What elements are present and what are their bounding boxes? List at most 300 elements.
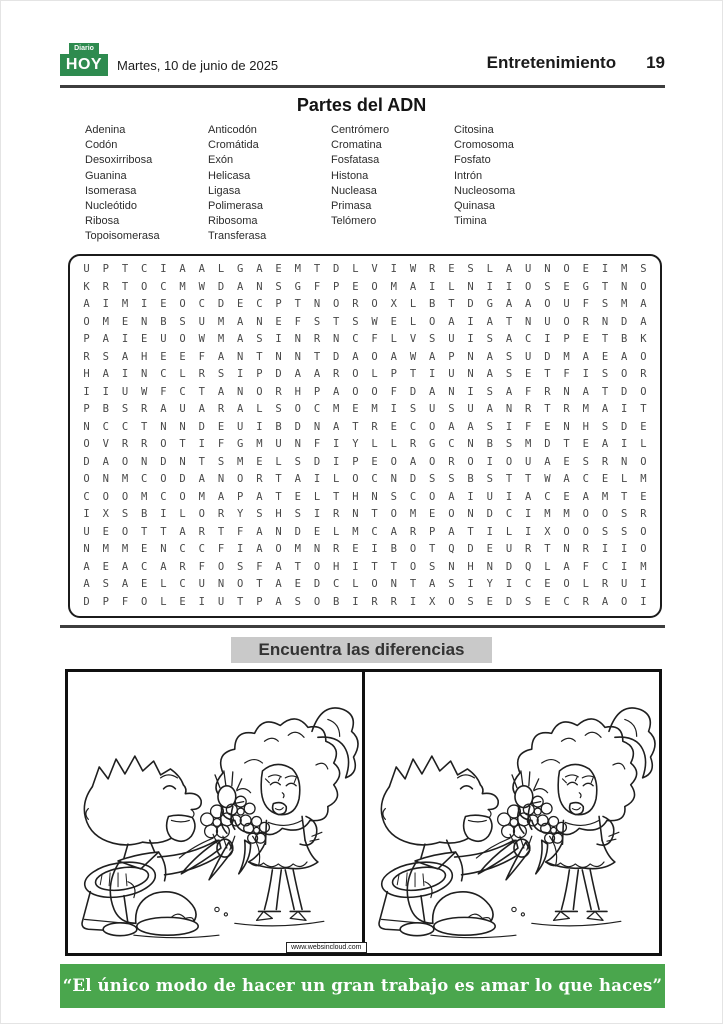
grid-cell: I [352, 595, 359, 608]
grid-cell: T [371, 508, 378, 521]
grid-cell: T [333, 490, 340, 503]
grid-cell: M [217, 315, 225, 328]
grid-cell: M [102, 543, 109, 556]
grid-cell: W [409, 350, 417, 363]
grid-cell: I [313, 508, 321, 521]
grid-cell: E [563, 490, 570, 503]
grid-cell: O [313, 595, 321, 608]
grid-cell: O [640, 543, 647, 556]
grid-cell: O [141, 595, 148, 608]
grid-cell: R [601, 578, 609, 591]
grid-cell: I [505, 490, 513, 503]
grid-cell: N [621, 455, 628, 468]
grid-cell: E [429, 508, 436, 521]
grid-cell: A [237, 403, 244, 416]
grid-cell: A [102, 333, 109, 346]
grid-cell: S [102, 578, 109, 591]
grid-cell: T [313, 263, 321, 276]
grid-cell: T [563, 438, 570, 451]
grid-cell: F [121, 595, 129, 608]
grid-cell: L [390, 438, 397, 451]
grid-cell: C [371, 473, 378, 486]
word-item: Guanina [85, 169, 127, 182]
grid-cell: K [83, 280, 90, 293]
grid-cell: T [179, 438, 186, 451]
grid-cell: M [294, 543, 301, 556]
grid-cell: I [390, 263, 397, 276]
grid-cell: O [237, 578, 244, 591]
grid-cell: S [102, 350, 109, 363]
grid-cell: E [390, 420, 397, 433]
grid-cell: F [160, 385, 167, 398]
grid-cell: P [313, 385, 321, 398]
grid-cell: C [525, 578, 532, 591]
grid-cell: O [448, 595, 455, 608]
grid-cell: M [544, 508, 551, 521]
grid-cell: P [448, 350, 455, 363]
grid-cell: E [294, 490, 301, 503]
grid-cell: T [544, 368, 551, 381]
grid-cell: I [467, 578, 474, 591]
grid-cell: I [83, 385, 90, 398]
grid-cell: N [179, 455, 186, 468]
grid-cell: S [275, 280, 282, 293]
grid-cell: S [390, 490, 397, 503]
grid-cell: S [409, 403, 417, 416]
grid-cell: C [121, 420, 129, 433]
grid-cell: T [237, 595, 244, 608]
grid-cell: N [83, 543, 90, 556]
grid-cell: E [179, 595, 186, 608]
grid-cell: N [467, 438, 474, 451]
grid-cell: M [640, 560, 647, 573]
grid-cell: L [217, 263, 225, 276]
grid-cell: N [621, 280, 628, 293]
grid-cell: N [313, 543, 321, 556]
grid-cell: I [256, 420, 263, 433]
grid-cell: V [102, 438, 109, 451]
grid-cell: S [121, 508, 129, 521]
grid-cell: S [352, 315, 359, 328]
grid-cell: A [121, 560, 129, 573]
grid-cell: E [544, 420, 551, 433]
grid-cell: A [160, 560, 167, 573]
word-item: Topoisomerasa [85, 230, 160, 243]
grid-cell: L [371, 438, 378, 451]
grid-cell: P [429, 525, 436, 538]
grid-cell: C [448, 438, 455, 451]
grid-cell: A [486, 350, 493, 363]
grid-cell: C [102, 420, 109, 433]
grid-cell: A [83, 298, 90, 311]
grid-cell: R [390, 595, 397, 608]
grid-cell: T [217, 525, 225, 538]
grid-cell: O [121, 490, 129, 503]
differences-title: Encuentra las diferencias [231, 637, 493, 663]
grid-cell: R [525, 403, 532, 416]
grid-cell: O [640, 350, 647, 363]
grid-cell: N [141, 315, 148, 328]
grid-cell: T [467, 525, 474, 538]
grid-cell: S [486, 473, 493, 486]
grid-cell: E [486, 543, 493, 556]
grid-cell: T [640, 403, 647, 416]
grid-cell: O [256, 385, 263, 398]
grid-cell: B [141, 508, 148, 521]
grid-cell: D [313, 455, 321, 468]
grid-cell: R [333, 368, 340, 381]
grid-cell: A [256, 525, 263, 538]
grid-cell: C [198, 543, 205, 556]
grid-cell: O [563, 263, 570, 276]
grid-cell: E [544, 578, 551, 591]
grid-cell: A [313, 368, 321, 381]
grid-cell: M [102, 315, 109, 328]
grid-cell: N [294, 438, 301, 451]
grid-cell: R [601, 455, 609, 468]
difference-panel-right [362, 672, 659, 953]
grid-cell: R [141, 438, 148, 451]
grid-cell: M [121, 298, 129, 311]
grid-cell: R [179, 560, 186, 573]
grid-cell: D [217, 280, 225, 293]
grid-cell: E [313, 525, 321, 538]
wordsearch-grid [68, 254, 662, 618]
grid-cell: O [198, 508, 205, 521]
grid-cell: T [333, 315, 340, 328]
grid-cell: O [371, 350, 378, 363]
word-item: Ligasa [208, 184, 241, 197]
grid-cell: N [467, 280, 474, 293]
grid-cell: P [352, 455, 359, 468]
word-column [208, 123, 331, 245]
grid-cell: R [217, 403, 225, 416]
grid-cell: M [390, 280, 397, 293]
grid-cell: A [582, 490, 589, 503]
grid-cell: A [467, 420, 474, 433]
grid-cell: I [333, 455, 340, 468]
grid-cell: N [601, 315, 609, 328]
grid-cell: M [352, 525, 359, 538]
grid-cell: D [467, 543, 474, 556]
grid-cell: S [601, 368, 609, 381]
grid-cell: P [256, 595, 263, 608]
grid-cell: A [601, 595, 609, 608]
grid-cell: O [621, 368, 628, 381]
grid-cell: C [179, 385, 186, 398]
grid-cell: B [621, 333, 628, 346]
grid-cell: C [525, 333, 532, 346]
grid-cell: H [141, 350, 148, 363]
grid-cell: I [313, 473, 321, 486]
grid-cell: C [352, 333, 359, 346]
grid-cell: L [448, 280, 455, 293]
grid-cell: G [486, 298, 493, 311]
grid-cell: S [448, 403, 455, 416]
grid-cell: M [409, 508, 417, 521]
grid-cell: T [601, 385, 609, 398]
grid-cell: O [448, 508, 455, 521]
grid-cell: A [294, 368, 301, 381]
grid-cell: E [390, 315, 397, 328]
grid-cell: A [640, 315, 647, 328]
grid-cell: E [141, 543, 148, 556]
grid-cell: F [217, 543, 225, 556]
grid-cell: E [102, 525, 109, 538]
grid-cell: O [429, 420, 436, 433]
grid-cell: A [505, 263, 513, 276]
grid-cell: A [160, 403, 167, 416]
grid-cell: O [409, 543, 417, 556]
grid-cell: O [640, 455, 647, 468]
grid-cell: A [83, 560, 90, 573]
grid-cell: G [582, 280, 589, 293]
grid-cell: S [294, 595, 301, 608]
grid-cell: T [198, 455, 205, 468]
grid-cell: I [198, 438, 205, 451]
grid-cell: O [371, 298, 378, 311]
grid-cell: U [467, 403, 474, 416]
grid-cell: O [160, 473, 167, 486]
grid-cell: A [198, 263, 205, 276]
grid-cell: A [294, 473, 301, 486]
word-list [85, 123, 723, 245]
grid-cell: I [486, 455, 493, 468]
grid-cell: U [486, 490, 493, 503]
grid-cell: E [352, 280, 359, 293]
grid-cell: A [83, 578, 90, 591]
grid-cell: E [352, 543, 359, 556]
grid-cell: A [486, 315, 493, 328]
grid-cell: B [102, 403, 109, 416]
grid-cell: A [198, 473, 205, 486]
grid-cell: N [294, 350, 301, 363]
grid-cell: O [83, 315, 90, 328]
grid-cell: S [429, 560, 436, 573]
grid-cell: M [640, 473, 647, 486]
grid-cell: S [429, 333, 436, 346]
grid-cell: L [409, 315, 417, 328]
grid-cell: A [256, 490, 263, 503]
grid-cell: D [217, 298, 225, 311]
grid-cell: P [102, 263, 109, 276]
grid-cell: S [467, 595, 474, 608]
grid-cell: A [121, 578, 129, 591]
grid-cell: A [275, 578, 282, 591]
grid-cell: C [371, 525, 378, 538]
grid-cell: S [256, 508, 263, 521]
grid-cell: I [121, 368, 129, 381]
grid-cell: D [160, 455, 167, 468]
grid-cell: L [582, 578, 589, 591]
difference-panel-left [68, 672, 362, 953]
grid-cell: T [294, 298, 301, 311]
grid-cell: T [505, 315, 513, 328]
grid-cell: C [198, 298, 205, 311]
grid-cell: C [333, 578, 340, 591]
grid-cell: N [141, 368, 148, 381]
grid-cell: I [621, 403, 628, 416]
word-item: Fosfatasa [331, 154, 380, 167]
grid-cell: R [640, 368, 647, 381]
word-item: Citosina [454, 124, 494, 136]
grid-cell: E [160, 350, 167, 363]
grid-cell: M [525, 438, 532, 451]
grid-cell: R [371, 595, 378, 608]
grid-cell: D [621, 315, 628, 328]
grid-cell: R [582, 315, 589, 328]
grid-cell: L [544, 560, 551, 573]
grid-cell: M [582, 403, 589, 416]
grid-cell: X [544, 525, 551, 538]
grid-cell: A [256, 543, 263, 556]
grid-cell: A [563, 473, 570, 486]
grid-cell: D [313, 578, 321, 591]
grid-cell: F [256, 560, 263, 573]
grid-cell: F [563, 368, 570, 381]
grid-cell: H [467, 560, 474, 573]
grid-cell: G [237, 438, 244, 451]
grid-cell: N [256, 315, 263, 328]
grid-cell: R [582, 543, 589, 556]
grid-cell: I [640, 578, 647, 591]
grid-cell: C [505, 508, 513, 521]
grid-cell: M [198, 490, 205, 503]
grid-cell: L [486, 263, 493, 276]
wordsearch-title: Partes del ADN [296, 95, 427, 115]
grid-cell: D [467, 298, 474, 311]
grid-cell: R [198, 525, 205, 538]
grid-cell: I [390, 403, 397, 416]
header-divider [60, 85, 665, 88]
grid-cell: O [352, 473, 359, 486]
grid-cell: M [294, 263, 301, 276]
grid-cell: O [121, 525, 129, 538]
grid-cell: T [198, 385, 205, 398]
grid-cell: F [582, 560, 589, 573]
grid-cell: E [179, 350, 186, 363]
grid-cell: T [390, 560, 397, 573]
grid-cell: T [544, 543, 551, 556]
grid-cell: R [429, 263, 436, 276]
grid-cell: S [601, 525, 609, 538]
grid-cell: O [390, 508, 397, 521]
grid-cell: M [121, 543, 129, 556]
grid-cell: D [621, 385, 628, 398]
word-item: Cromosoma [454, 139, 514, 152]
word-item: Nucleosoma [454, 184, 516, 197]
grid-cell: C [83, 490, 90, 503]
grid-cell: N [563, 385, 570, 398]
grid-cell: S [217, 455, 225, 468]
word-item: Transferasa [208, 230, 267, 243]
grid-cell: T [409, 368, 417, 381]
grid-cell: C [160, 280, 167, 293]
grid-cell: A [256, 263, 263, 276]
grid-cell: M [371, 403, 378, 416]
grid-cell: N [160, 543, 167, 556]
grid-cell: M [121, 473, 129, 486]
grid-cell: U [217, 595, 225, 608]
word-column [454, 123, 577, 245]
grid-cell: I [333, 438, 340, 451]
grid-cell: S [544, 280, 551, 293]
grid-cell: S [313, 315, 321, 328]
grid-cell: R [371, 420, 378, 433]
grid-cell: A [563, 560, 570, 573]
grid-cell: N [352, 508, 359, 521]
grid-cell: X [390, 298, 397, 311]
grid-cell: D [621, 420, 628, 433]
grid-cell: A [179, 263, 186, 276]
grid-cell: L [275, 455, 282, 468]
grid-cell: G [294, 280, 301, 293]
grid-cell: D [409, 473, 417, 486]
grid-cell: Q [448, 543, 455, 556]
grid-cell: M [621, 263, 628, 276]
grid-cell: S [121, 403, 129, 416]
grid-cell: W [409, 263, 417, 276]
grid-cell: A [409, 455, 417, 468]
grid-cell: E [275, 315, 282, 328]
grid-cell: C [179, 578, 186, 591]
quote-banner [60, 964, 665, 1008]
grid-cell: H [275, 508, 282, 521]
grid-cell: D [333, 350, 340, 363]
grid-cell: R [217, 508, 225, 521]
grid-cell: N [486, 560, 493, 573]
grid-cell: N [333, 333, 340, 346]
grid-cell: A [217, 385, 225, 398]
grid-cell: A [121, 350, 129, 363]
grid-cell: S [429, 473, 436, 486]
grid-cell: D [83, 595, 90, 608]
grid-cell: S [448, 578, 455, 591]
grid-cell: C [313, 403, 321, 416]
grid-cell: L [179, 368, 186, 381]
spot-difference-illustration-right [365, 672, 659, 953]
grid-cell: A [102, 455, 109, 468]
grid-cell: F [198, 350, 205, 363]
grid-cell: F [313, 438, 321, 451]
word-item: Telómero [331, 215, 377, 228]
grid-cell: S [275, 403, 282, 416]
grid-cell: I [505, 280, 513, 293]
grid-cell: E [371, 455, 378, 468]
grid-cell: R [121, 438, 129, 451]
grid-cell: T [275, 490, 282, 503]
grid-cell: L [621, 473, 628, 486]
grid-cell: F [313, 280, 321, 293]
grid-cell: A [448, 525, 455, 538]
grid-cell: O [582, 508, 589, 521]
grid-cell: I [275, 333, 282, 346]
grid-cell: E [563, 280, 570, 293]
grid-cell: M [217, 333, 225, 346]
grid-cell: B [160, 315, 167, 328]
grid-cell: M [141, 490, 148, 503]
grid-cell: F [582, 298, 589, 311]
grid-cell: I [237, 368, 244, 381]
grid-cell: N [237, 350, 244, 363]
grid-cell: T [141, 525, 148, 538]
grid-cell: R [198, 368, 205, 381]
grid-cell: E [237, 298, 244, 311]
grid-cell: L [352, 263, 359, 276]
grid-cell: F [390, 385, 397, 398]
grid-cell: O [217, 560, 225, 573]
grid-cell: N [217, 578, 225, 591]
